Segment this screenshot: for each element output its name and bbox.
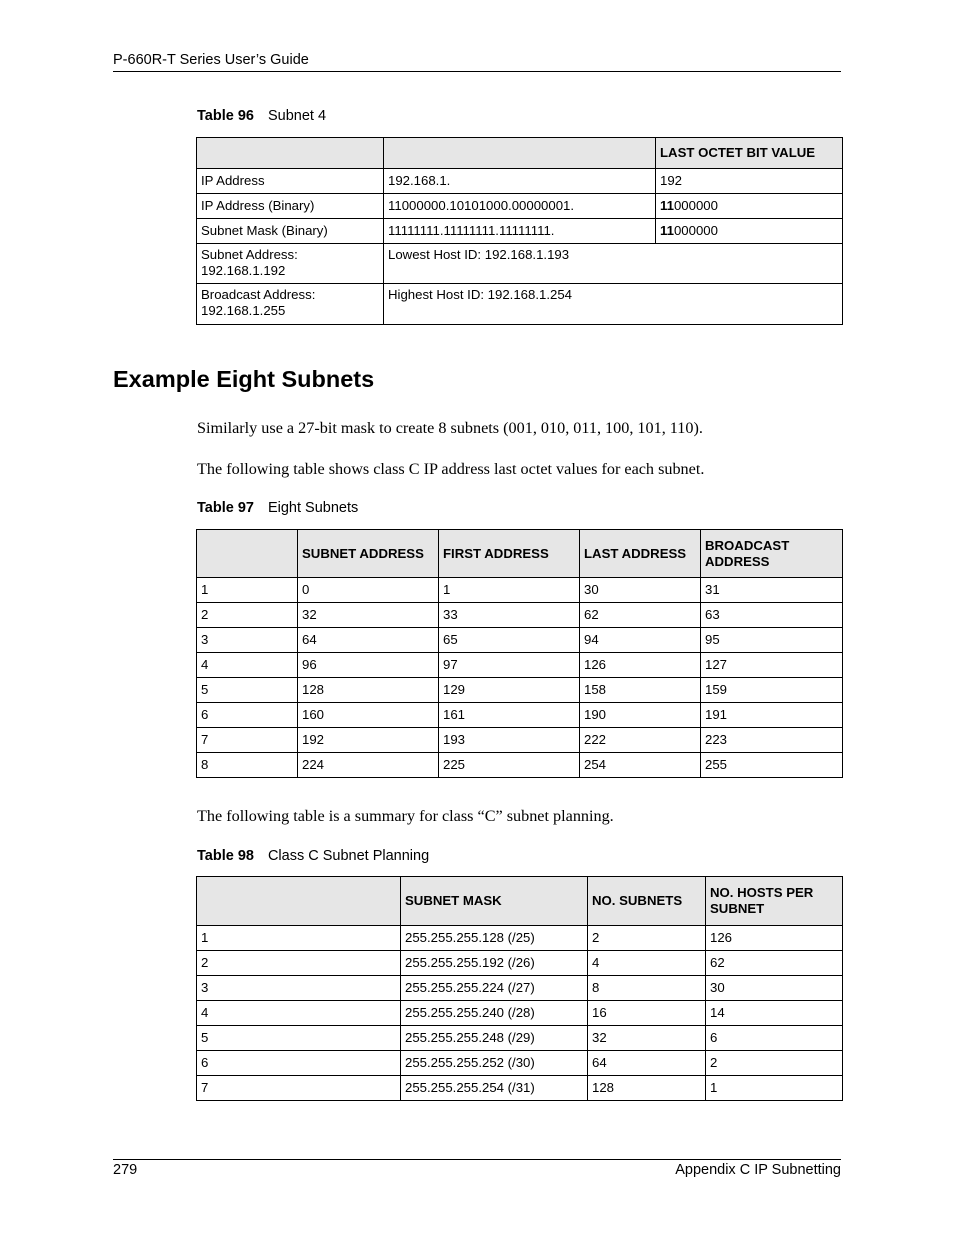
table-cell: 191 bbox=[701, 703, 843, 728]
table-cell: 30 bbox=[580, 578, 701, 603]
table-cell: 3 bbox=[197, 628, 298, 653]
table-cell: 8 bbox=[197, 753, 298, 778]
table96-caption bbox=[197, 108, 326, 124]
table-cell: IP Address bbox=[197, 169, 384, 194]
table-row bbox=[197, 653, 843, 678]
table-cell: 158 bbox=[580, 678, 701, 703]
table-cell: 255.255.255.240 (/28) bbox=[401, 1001, 588, 1026]
table96-caption-title: Subnet 4 bbox=[267, 108, 327, 124]
table96-caption-number: Table 96 bbox=[197, 108, 254, 124]
paragraph: Similarly use a 27-bit mask to create 8 subnets (001, 010, 011, 100, 101, 110). bbox=[197, 419, 703, 437]
table-cell: 192.168.1. bbox=[384, 169, 656, 194]
table-cell: 64 bbox=[298, 628, 439, 653]
table-cell: 7 bbox=[197, 728, 298, 753]
paragraph: The following table is a summary for class “C” subnet planning. bbox=[197, 807, 614, 825]
table-cell: 225 bbox=[439, 753, 580, 778]
table-row bbox=[197, 284, 843, 325]
table-cell: 255.255.255.248 (/29) bbox=[401, 1026, 588, 1051]
table98-caption-number: Table 98 bbox=[197, 848, 254, 864]
table96 bbox=[196, 137, 843, 325]
table-row bbox=[197, 728, 843, 753]
table98-header-cell: NO. HOSTS PER SUBNET bbox=[706, 877, 843, 926]
table98-header-cell bbox=[197, 877, 401, 926]
table-row bbox=[197, 1026, 843, 1051]
table-cell: 254 bbox=[580, 753, 701, 778]
table98-header-row bbox=[197, 877, 843, 926]
table-cell: 222 bbox=[580, 728, 701, 753]
table-cell bbox=[197, 244, 384, 284]
table-row bbox=[197, 1001, 843, 1026]
table-row bbox=[197, 244, 843, 284]
table-cell: 2 bbox=[588, 926, 706, 951]
table-row bbox=[197, 1051, 843, 1076]
table-cell: 129 bbox=[439, 678, 580, 703]
table-cell: 128 bbox=[588, 1076, 706, 1101]
table-cell: 62 bbox=[706, 951, 843, 976]
table-cell: 190 bbox=[580, 703, 701, 728]
section-heading: Example Eight Subnets bbox=[113, 366, 375, 392]
table-cell: 11000000.10101000.00000001. bbox=[384, 194, 656, 219]
table-cell: 6 bbox=[706, 1026, 843, 1051]
table98-header-cell: NO. SUBNETS bbox=[588, 877, 706, 926]
table-cell: 161 bbox=[439, 703, 580, 728]
table-cell: 30 bbox=[706, 976, 843, 1001]
table98-caption bbox=[197, 848, 429, 864]
table-cell: 193 bbox=[439, 728, 580, 753]
table97-caption-title: Eight Subnets bbox=[267, 500, 359, 516]
table97-header-cell: LAST ADDRESS bbox=[580, 530, 701, 578]
table-row bbox=[197, 603, 843, 628]
table-row bbox=[197, 678, 843, 703]
table-cell: 4 bbox=[197, 1001, 401, 1026]
table98 bbox=[196, 876, 843, 1101]
table98-header-cell: SUBNET MASK bbox=[401, 877, 588, 926]
table-cell: 4 bbox=[588, 951, 706, 976]
table97-header-row bbox=[197, 530, 843, 578]
table-cell: IP Address (Binary) bbox=[197, 194, 384, 219]
table-cell: 63 bbox=[701, 603, 843, 628]
table97-header-cell: SUBNET ADDRESS bbox=[298, 530, 439, 578]
table-cell: 6 bbox=[197, 1051, 401, 1076]
table96-header-cell bbox=[384, 138, 656, 169]
running-header: P-660R-T Series User’s Guide bbox=[113, 52, 309, 68]
table-cell: 5 bbox=[197, 1026, 401, 1051]
table-cell: 1 bbox=[197, 578, 298, 603]
table-cell: 95 bbox=[701, 628, 843, 653]
remaining-bits: 000000 bbox=[673, 198, 718, 213]
footer-rule bbox=[113, 1159, 841, 1160]
table-cell: 2 bbox=[197, 951, 401, 976]
table-row bbox=[197, 703, 843, 728]
table-cell: 7 bbox=[197, 1076, 401, 1101]
bold-bits: 11 bbox=[660, 223, 674, 238]
table-cell: 16 bbox=[588, 1001, 706, 1026]
table-cell: 2 bbox=[197, 603, 298, 628]
table-cell: 31 bbox=[701, 578, 843, 603]
table-row bbox=[197, 976, 843, 1001]
table-cell: 126 bbox=[580, 653, 701, 678]
table-cell: 127 bbox=[701, 653, 843, 678]
table-cell: 65 bbox=[439, 628, 580, 653]
table-cell: 255.255.255.224 (/27) bbox=[401, 976, 588, 1001]
table-cell: 160 bbox=[298, 703, 439, 728]
table-cell: 97 bbox=[439, 653, 580, 678]
table-row bbox=[197, 1076, 843, 1101]
table-cell: 94 bbox=[580, 628, 701, 653]
table97-header-cell bbox=[197, 530, 298, 578]
table-cell: 255.255.255.252 (/30) bbox=[401, 1051, 588, 1076]
table-cell: 2 bbox=[706, 1051, 843, 1076]
table-cell: 5 bbox=[197, 678, 298, 703]
table-cell: 255 bbox=[701, 753, 843, 778]
table-cell: 128 bbox=[298, 678, 439, 703]
table-cell: Highest Host ID: 192.168.1.254 bbox=[384, 284, 843, 325]
footer-section: Appendix C IP Subnetting bbox=[675, 1162, 841, 1178]
table-cell: 32 bbox=[298, 603, 439, 628]
paragraph: The following table shows class C IP address last octet values for each subnet. bbox=[197, 460, 705, 478]
table-cell: 192 bbox=[298, 728, 439, 753]
table-cell: Subnet Mask (Binary) bbox=[197, 219, 384, 244]
table-row bbox=[197, 578, 843, 603]
table96-header-cell: LAST OCTET BIT VALUE bbox=[656, 138, 843, 169]
table97-caption-number: Table 97 bbox=[197, 500, 254, 516]
table97-header-cell: BROADCAST ADDRESS bbox=[701, 530, 843, 578]
table-row bbox=[197, 951, 843, 976]
table96-header-row bbox=[197, 138, 843, 169]
table-cell: 4 bbox=[197, 653, 298, 678]
table-cell: 223 bbox=[701, 728, 843, 753]
table-cell: 3 bbox=[197, 976, 401, 1001]
table-row bbox=[197, 219, 843, 244]
bold-bits: 11 bbox=[660, 198, 674, 213]
table-cell: 255.255.255.192 (/26) bbox=[401, 951, 588, 976]
table97-header-cell: FIRST ADDRESS bbox=[439, 530, 580, 578]
table-row bbox=[197, 753, 843, 778]
table-cell: 0 bbox=[298, 578, 439, 603]
broadcast-address-label: Broadcast Address: bbox=[201, 287, 316, 302]
table-row bbox=[197, 194, 843, 219]
table-cell bbox=[656, 194, 843, 219]
table-row bbox=[197, 169, 843, 194]
table-cell: 62 bbox=[580, 603, 701, 628]
header-rule bbox=[113, 71, 841, 72]
table-cell: 255.255.255.254 (/31) bbox=[401, 1076, 588, 1101]
table-cell: 33 bbox=[439, 603, 580, 628]
page-number: 279 bbox=[113, 1162, 138, 1178]
table97-caption bbox=[197, 500, 358, 516]
table-cell: 159 bbox=[701, 678, 843, 703]
table-cell: 32 bbox=[588, 1026, 706, 1051]
remaining-bits: 000000 bbox=[673, 223, 718, 238]
table98-caption-title: Class C Subnet Planning bbox=[267, 848, 430, 864]
table-cell: 1 bbox=[439, 578, 580, 603]
table-cell: 1 bbox=[197, 926, 401, 951]
table-cell: 1 bbox=[706, 1076, 843, 1101]
broadcast-address-value: 192.168.1.255 bbox=[201, 303, 286, 318]
table-cell: 96 bbox=[298, 653, 439, 678]
table-cell bbox=[197, 284, 384, 325]
table-cell: 192 bbox=[656, 169, 843, 194]
table-cell: 8 bbox=[588, 976, 706, 1001]
table-cell: 126 bbox=[706, 926, 843, 951]
table-cell: Lowest Host ID: 192.168.1.193 bbox=[384, 244, 843, 284]
table-cell: 64 bbox=[588, 1051, 706, 1076]
subnet-address-value: 192.168.1.192 bbox=[201, 263, 286, 278]
table-row bbox=[197, 628, 843, 653]
table-cell bbox=[656, 219, 843, 244]
subnet-address-label: Subnet Address: bbox=[201, 247, 298, 262]
table-cell: 14 bbox=[706, 1001, 843, 1026]
table-cell: 11111111.11111111.11111111. bbox=[384, 219, 656, 244]
table96-header-cell bbox=[197, 138, 384, 169]
table97 bbox=[196, 529, 843, 778]
table-cell: 6 bbox=[197, 703, 298, 728]
table-row bbox=[197, 926, 843, 951]
table-cell: 224 bbox=[298, 753, 439, 778]
table-cell: 255.255.255.128 (/25) bbox=[401, 926, 588, 951]
